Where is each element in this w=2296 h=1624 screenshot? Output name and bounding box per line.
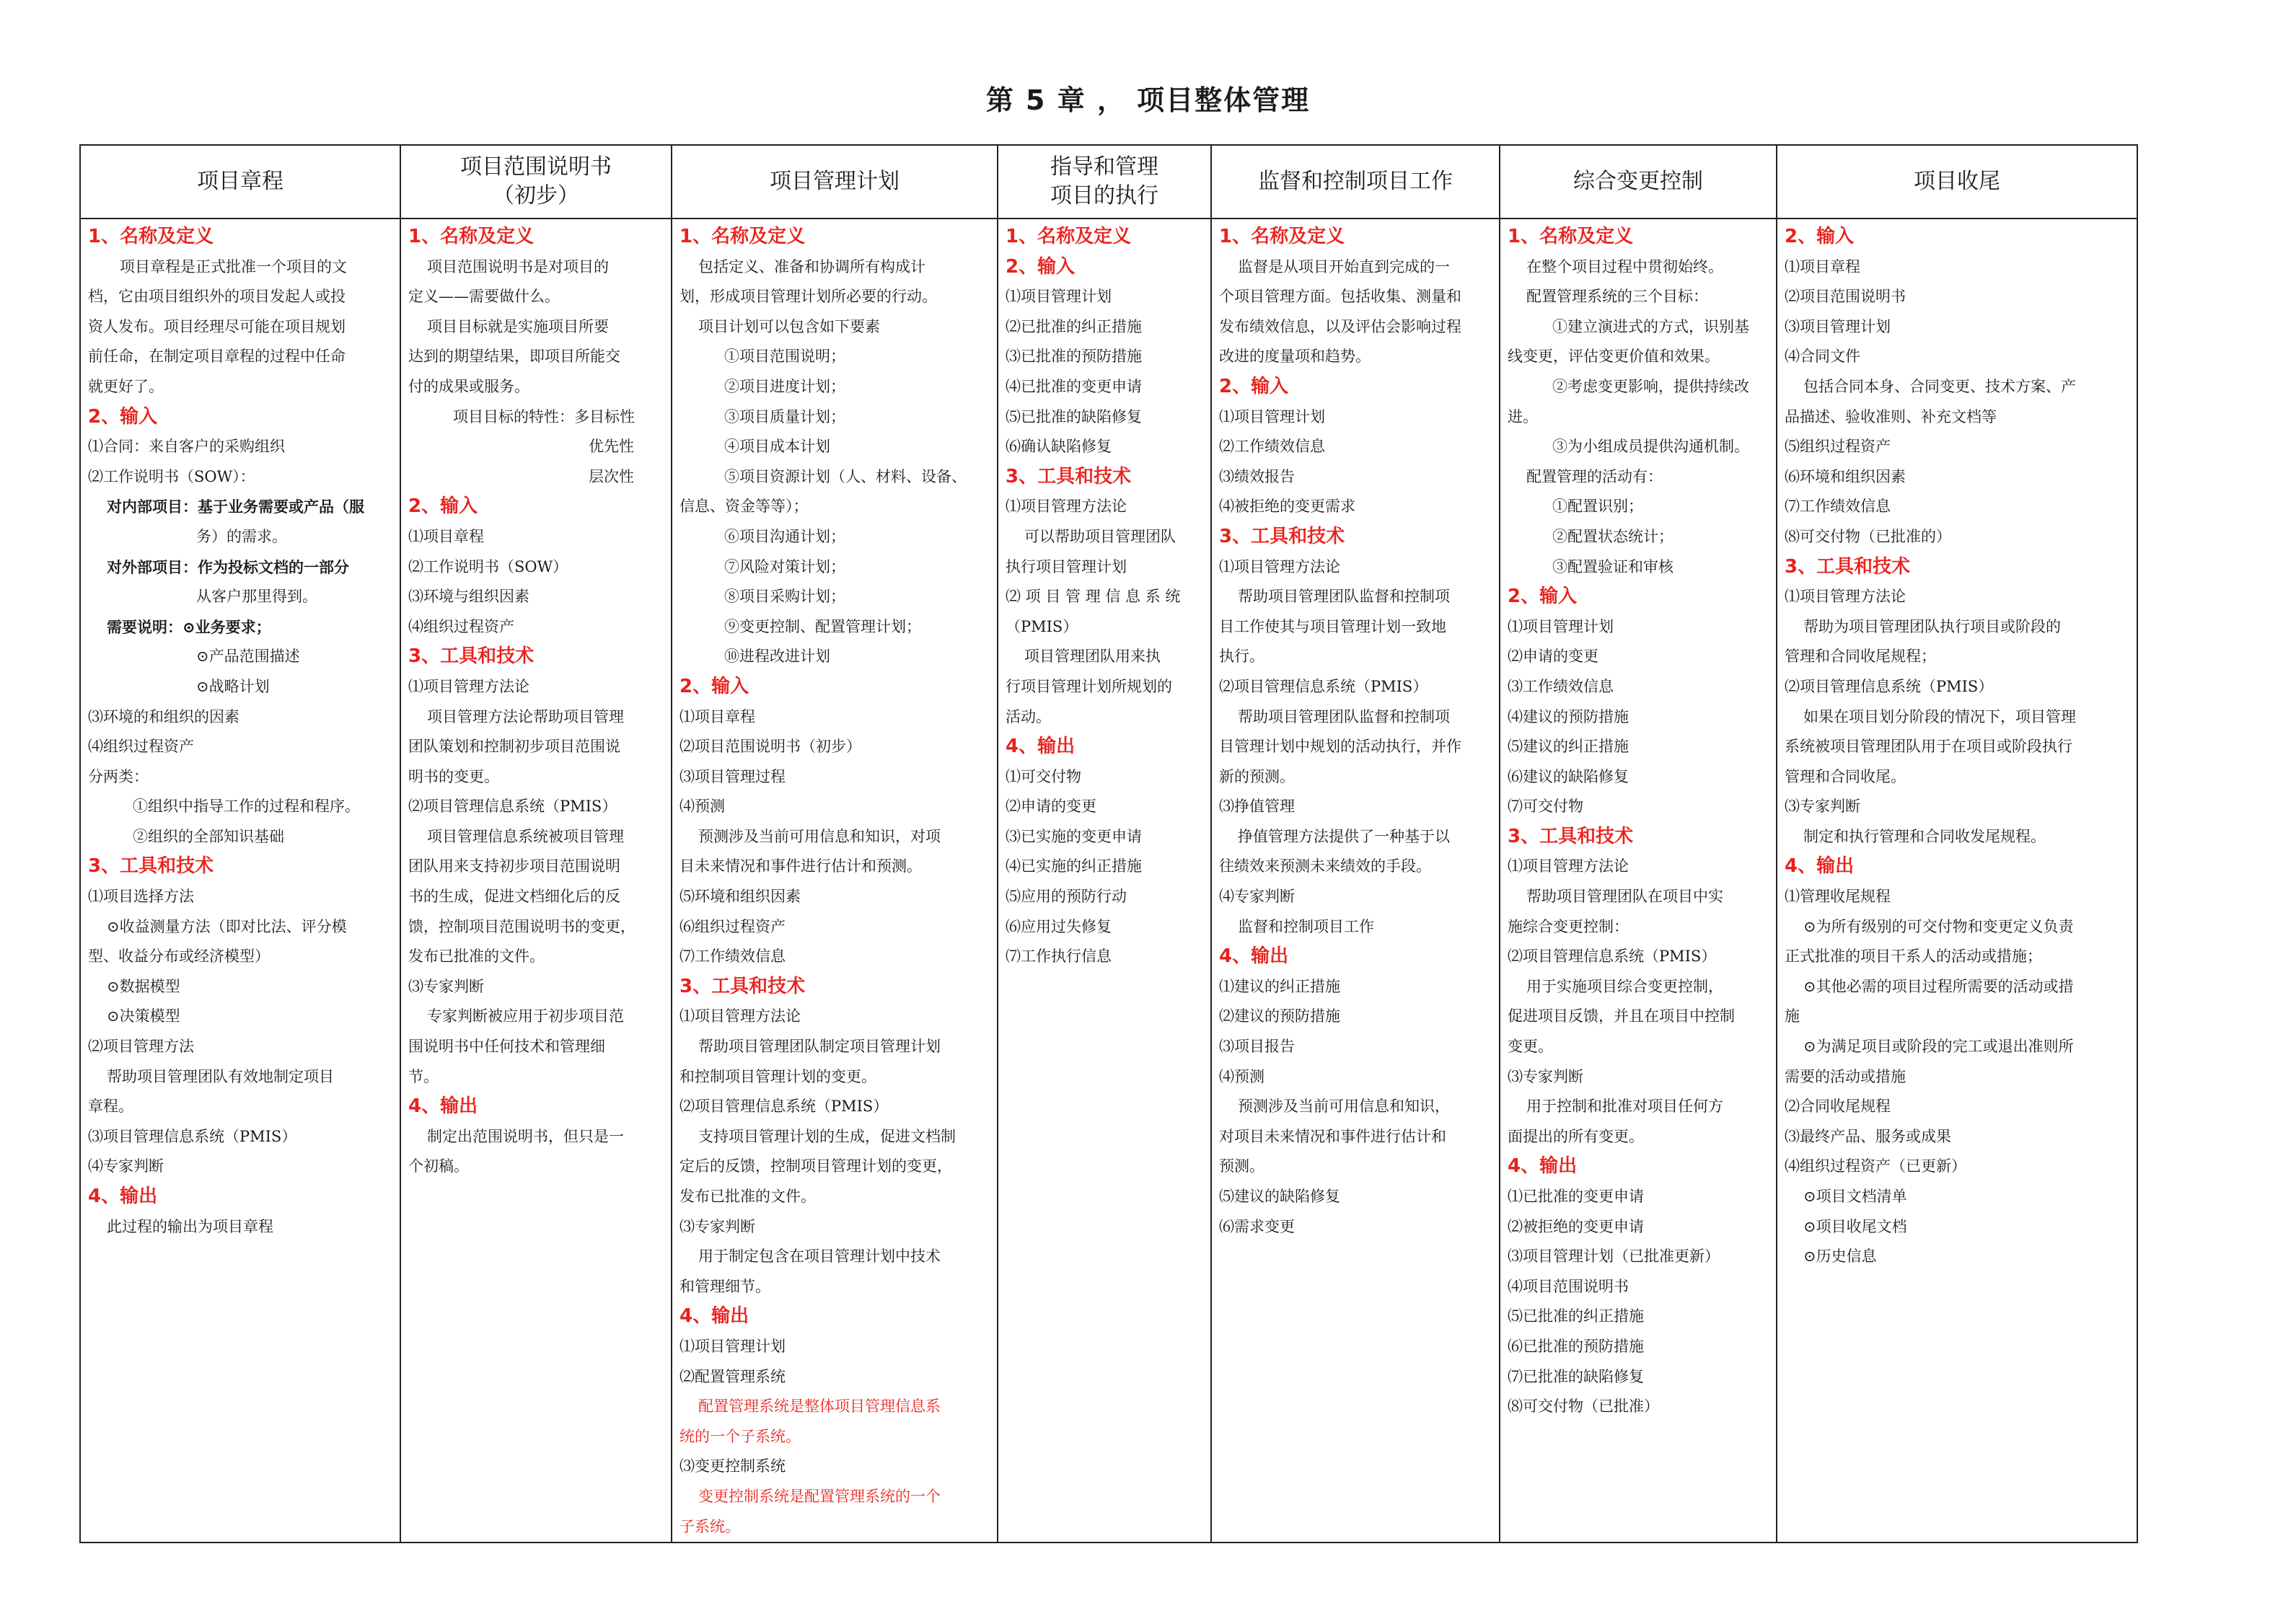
- content-line: ⑴项目章程: [1785, 257, 1860, 275]
- content-line: 施: [1785, 1007, 1800, 1025]
- content-line: ⊙项目文档清单: [1803, 1188, 1907, 1205]
- content-line: ⊙项目收尾文档: [1803, 1217, 1907, 1235]
- content-line: 预测。: [1219, 1157, 1264, 1175]
- content-line: ⑺工作绩效信息: [1785, 498, 1891, 516]
- content-line: 书的生成，促进文档细化后的反: [408, 888, 620, 906]
- content-line: ⊙其他必需的项目过程所需要的活动或措: [1803, 977, 2074, 995]
- column-content: [1777, 219, 2137, 1543]
- content-line: ⑶绩效报告: [1219, 467, 1295, 485]
- content-line: 正式批准的项目干系人的活动或措施；: [1785, 948, 2042, 966]
- content-line: 目未来情况和事件进行估计和预测。: [679, 857, 922, 875]
- content-line: 执行。: [1219, 648, 1264, 666]
- content-line: ⑴项目章程: [679, 707, 755, 725]
- section-heading: 4、输出: [408, 1095, 478, 1118]
- content-line: ⑸环境和组织因素: [679, 888, 801, 906]
- section-heading: 4、输出: [1785, 855, 1855, 878]
- content-line: 如果在项目划分阶段的情况下，项目管理: [1803, 707, 2076, 725]
- content-line: 监督和控制项目工作: [1238, 917, 1374, 935]
- content-line: 项目章程是正式批准一个项目的文: [120, 257, 347, 275]
- content-line: ⑴项目管理计划: [679, 1337, 786, 1355]
- content-line: 制定和执行管理和合同收发尾规程。: [1803, 827, 2046, 845]
- content-line: ⑤项目资源计划（人、材料、设备、: [724, 467, 967, 485]
- content-line: ⑦风险对策计划；: [724, 557, 845, 575]
- content-line: ⑵配置管理系统: [679, 1367, 786, 1385]
- content-line: 监督是从项目开始直到完成的一: [1238, 257, 1450, 275]
- content-line: 促进项目反馈，并且在项目中控制: [1508, 1007, 1735, 1025]
- content-line: 品描述、验收准则、补充文档等: [1785, 407, 1997, 425]
- content-line: ⑶环境的和组织的因素: [88, 707, 239, 725]
- content-line: ⑨变更控制、配置管理计划；: [724, 617, 921, 635]
- content-line: ⑵项目管理信息系统（PMIS）: [1508, 948, 1717, 966]
- content-line: 信息、资金等等）；: [679, 498, 809, 516]
- content-line: 变更。: [1508, 1038, 1553, 1056]
- content-line: ③配置验证和审核: [1552, 557, 1673, 575]
- content-line: ⊙收益测量方法（即对比法、评分模: [107, 917, 347, 935]
- content-line: 项目计划可以包含如下要素: [698, 317, 880, 335]
- content-line: ⑧项目采购计划；: [724, 588, 845, 606]
- content-line: 目工作使其与项目管理计划一致地: [1219, 617, 1446, 635]
- content-line: ⑻可交付物（已批准的）: [1785, 527, 1951, 545]
- column-header: [672, 145, 998, 219]
- content-line: 帮助项目管理团队在项目中实: [1526, 888, 1723, 906]
- content-line: 包括合同本身、合同变更、技术方案、产: [1803, 377, 2076, 395]
- content-line: ⑵项目范围说明书: [1785, 288, 1906, 306]
- content-line: 前任命，在制定项目章程的过程中任命: [88, 348, 346, 366]
- content-line: 发布已批准的文件。: [408, 948, 545, 966]
- column-header-text: 监督和控制项目工作: [1258, 169, 1453, 194]
- content-line: ⑴可交付物: [1006, 767, 1081, 785]
- content-line: ⑵项目管理方法: [88, 1038, 194, 1056]
- content-line: 线变更，评估变更价值和效果。: [1508, 348, 1720, 366]
- content-line: 围说明书中任何技术和管理细: [408, 1038, 605, 1056]
- section-heading: 1、名称及定义: [1006, 226, 1132, 247]
- content-line: 发布已批准的文件。: [679, 1188, 816, 1205]
- content-line: ⊙为所有级别的可交付物和变更定义负责: [1803, 917, 2074, 935]
- content-line: ⑴项目管理方法论: [408, 677, 529, 695]
- content-line: ⑩进程改进计划: [724, 648, 830, 666]
- content-line: ⑷组织过程资产（已更新）: [1785, 1157, 1966, 1175]
- content-line: 帮助项目管理团队监督和控制项: [1238, 707, 1450, 725]
- section-heading: 3、工具和技术: [408, 645, 535, 668]
- content-line: 管理和合同收尾规程；: [1785, 648, 1936, 666]
- section-heading: 4、输出: [1219, 945, 1289, 968]
- page-title: 第 5 章 ， 项目整体管理: [985, 84, 1311, 116]
- content-line: ③为小组成员提供沟通机制。: [1552, 438, 1749, 456]
- content-line: 和管理细节。: [679, 1277, 770, 1295]
- content-line: ⑸已批准的纠正措施: [1508, 1307, 1644, 1325]
- column-header: [400, 145, 672, 219]
- column-content: [1211, 219, 1500, 1543]
- section-heading: 2、输入: [679, 675, 749, 697]
- content-line: ⑴项目管理方法论: [679, 1007, 801, 1025]
- content-line: ⑴合同：来自客户的采购组织: [88, 438, 285, 456]
- column-header-text: 指导和管理: [1050, 154, 1158, 180]
- content-line: 分两类：: [88, 767, 149, 785]
- content-line: ⑷预测: [679, 798, 725, 816]
- content-line: ⑵项目范围说明书（初步）: [679, 738, 861, 756]
- content-line: 用于实施项目综合变更控制，: [1526, 977, 1723, 995]
- content-line: 帮助项目管理团队有效地制定项目: [107, 1067, 334, 1085]
- content-line: 此过程的输出为项目章程: [107, 1217, 273, 1235]
- content-line: ⊙历史信息: [1803, 1248, 1877, 1266]
- content-line: ①配置识别；: [1552, 498, 1643, 516]
- content-line: ⑷合同文件: [1785, 348, 1860, 366]
- content-line: ⑴项目管理计划: [1219, 407, 1325, 425]
- content-line: ⑸应用的预防行动: [1006, 888, 1127, 906]
- section-heading: 3、工具和技术: [1219, 525, 1345, 547]
- content-line: ⑴项目选择方法: [88, 888, 194, 906]
- content-line: 制定出范围说明书，但只是一: [427, 1127, 624, 1145]
- content-line: 用于控制和批准对项目任何方: [1526, 1098, 1723, 1116]
- column-header-text: 项目管理计划: [770, 169, 900, 194]
- content-line: ⑹建议的缺陷修复: [1508, 767, 1629, 785]
- content-line: ⑴管理收尾规程: [1785, 888, 1891, 906]
- content-line: ⑸建议的纠正措施: [1508, 738, 1629, 756]
- content-line: （PMIS）: [1006, 617, 1078, 635]
- content-line: ⑶变更控制系统: [679, 1457, 786, 1475]
- content-line: ⑵工作绩效信息: [1219, 438, 1325, 456]
- content-line: ⑴项目管理方法论: [1785, 588, 1906, 606]
- content-line: 施综合变更控制：: [1508, 917, 1629, 935]
- content-line: ②配置状态统计；: [1552, 527, 1673, 545]
- content-line: 挣值管理方法提供了一种基于以: [1238, 827, 1450, 845]
- content-line: 务）的需求。: [196, 527, 287, 545]
- content-line: ⑵工作说明书（SOW）: [408, 557, 568, 575]
- content-line: ⑶已批准的预防措施: [1006, 348, 1142, 366]
- content-line: ⑴项目管理方法论: [1219, 557, 1340, 575]
- content-line: 预测涉及当前可用信息和知识，对项: [698, 827, 941, 845]
- content-line: 达到的期望结果，即项目所能交: [408, 348, 620, 366]
- section-heading: 1、名称及定义: [88, 226, 214, 247]
- content-line: ⑹确认缺陷修复: [1006, 438, 1112, 456]
- section-heading: 2、输入: [88, 405, 158, 428]
- content-line: ⑹组织过程资产: [679, 917, 786, 935]
- content-line: 管理和合同收尾。: [1785, 767, 1906, 785]
- column-header-text: 项目收尾: [1914, 169, 2000, 194]
- content-line: 项目范围说明书是对项目的: [427, 257, 609, 275]
- content-line: 可以帮助项目管理团队: [1024, 527, 1176, 545]
- section-heading: 3、工具和技术: [1006, 465, 1132, 487]
- content-line: ①建立演进式的方式，识别基: [1552, 317, 1749, 335]
- column-content: [80, 219, 400, 1543]
- process-table: [79, 144, 2138, 1543]
- content-line: 配置管理系统是整体项目管理信息系: [698, 1398, 941, 1416]
- content-line: ⑷项目范围说明书: [1508, 1277, 1629, 1295]
- content-line: ②组织的全部知识基础: [133, 827, 284, 845]
- content-line: ⑴已批准的变更申请: [1508, 1188, 1644, 1205]
- content-line: 系统被项目管理团队用于在项目或阶段执行: [1785, 738, 2072, 756]
- content-line: 定后的反馈，控制项目管理计划的变更，: [679, 1157, 952, 1175]
- content-line: 包括定义、准备和协调所有构成计: [698, 257, 925, 275]
- content-line: ⑴项目管理方法论: [1006, 498, 1127, 516]
- content-line: 新的预测。: [1219, 767, 1295, 785]
- content-line: ⑶专家判断: [1785, 798, 1860, 816]
- content-line: ⑶挣值管理: [1219, 798, 1295, 816]
- content-line: 个初稿。: [408, 1157, 469, 1175]
- content-line: ⑷建议的预防措施: [1508, 707, 1629, 725]
- content-line: 对项目未来情况和事件进行估计和: [1219, 1127, 1446, 1145]
- column-content: [672, 219, 998, 1543]
- content-line: ③项目质量计划；: [724, 407, 845, 425]
- content-line: 层次性: [589, 467, 634, 485]
- content-line: 和控制项目管理计划的变更。: [679, 1067, 876, 1085]
- column-header: [80, 145, 400, 219]
- content-line: 预测涉及当前可用信息和知识，: [1238, 1098, 1450, 1116]
- content-line: ⑶专家判断: [408, 977, 484, 995]
- section-heading: 4、输出: [679, 1305, 749, 1328]
- content-line: ②考虑变更影响，提供持续改: [1552, 377, 1749, 395]
- content-line: ⑵项目管理信息系统（PMIS）: [1785, 677, 1994, 695]
- content-line: 项目管理方法论帮助项目管理: [427, 707, 624, 725]
- content-line: 面提出的所有变更。: [1508, 1127, 1644, 1145]
- content-line: ⑴建议的纠正措施: [1219, 977, 1340, 995]
- content-line: ⑶项目管理计划（已批准更新）: [1508, 1248, 1720, 1266]
- content-row: [80, 219, 2137, 1543]
- content-line: ⑸建议的缺陷修复: [1219, 1188, 1340, 1205]
- content-line: ⑹环境和组织因素: [1785, 467, 1906, 485]
- content-line: 对内部项目：基于业务需要或产品（服: [107, 498, 364, 516]
- section-heading: 3、工具和技术: [679, 975, 806, 997]
- content-line: 帮助项目管理团队制定项目管理计划: [698, 1038, 941, 1056]
- column-header: [998, 145, 1211, 219]
- content-line: ⑶最终产品、服务或成果: [1785, 1127, 1951, 1145]
- content-line: 节。: [408, 1067, 439, 1085]
- content-line: ⑷组织过程资产: [88, 738, 194, 756]
- content-line: ⑷专家判断: [88, 1157, 164, 1175]
- content-line: 明书的变更。: [408, 767, 499, 785]
- content-line: ⑵建议的预防措施: [1219, 1007, 1340, 1025]
- content-line: ⑶项目管理信息系统（PMIS）: [88, 1127, 297, 1145]
- content-line: 配置管理系统的三个目标：: [1526, 288, 1708, 306]
- header-row: [80, 145, 2137, 219]
- content-line: ⑷已批准的变更申请: [1006, 377, 1142, 395]
- content-line: 定义——需要做什么。: [408, 288, 560, 306]
- content-line: ⑵申请的变更: [1006, 798, 1096, 816]
- content-line: ⊙为满足项目或阶段的完工或退出准则所: [1803, 1038, 2074, 1056]
- content-line: ⑵工作说明书（SOW）：: [88, 467, 255, 485]
- column-header: [1211, 145, 1500, 219]
- section-heading: 4、输出: [88, 1186, 158, 1207]
- column-header-text: （初步）: [493, 183, 579, 208]
- column-header-text: 项目章程: [197, 169, 283, 194]
- section-heading: 1、名称及定义: [408, 226, 535, 247]
- section-heading: 3、工具和技术: [1785, 555, 1911, 578]
- content-line: 团队用来支持初步项目范围说明: [408, 857, 620, 875]
- content-line: ⑴项目管理方法论: [1508, 857, 1629, 875]
- content-line: 型、收益分布或经济模型）: [88, 948, 270, 966]
- section-heading: 3、工具和技术: [1508, 825, 1634, 847]
- content-line: ⑷已实施的纠正措施: [1006, 857, 1142, 875]
- content-line: ⑵被拒绝的变更申请: [1508, 1217, 1644, 1235]
- content-line: ⑷被拒绝的变更需求: [1219, 498, 1355, 516]
- content-line: ⑴项目章程: [408, 527, 484, 545]
- content-line: 需要的活动或措施: [1785, 1067, 1906, 1085]
- column-header: [1777, 145, 2137, 219]
- content-line: 目管理计划中规划的活动执行，并作: [1219, 738, 1461, 756]
- content-line: 优先性: [589, 438, 634, 456]
- content-line: 执行项目管理计划: [1006, 557, 1127, 575]
- content-line: 项目管理信息系统被项目管理: [427, 827, 624, 845]
- content-line: ⑴项目管理计划: [1508, 617, 1614, 635]
- content-line: 专家判断被应用于初步项目范: [427, 1007, 624, 1025]
- content-line: 进。: [1508, 407, 1538, 425]
- content-line: 发布绩效信息，以及评估会影响过程: [1219, 317, 1461, 335]
- content-line: ⑵项目管理信息系统（PMIS）: [408, 798, 617, 816]
- section-heading: 1、名称及定义: [679, 226, 806, 247]
- content-line: ⑺工作执行信息: [1006, 948, 1112, 966]
- content-line: 帮助为项目管理团队执行项目或阶段的: [1803, 617, 2061, 635]
- content-line: ⑷组织过程资产: [408, 617, 514, 635]
- content-line: ⑹已批准的预防措施: [1508, 1337, 1644, 1355]
- content-line: ⑵合同收尾规程: [1785, 1098, 1891, 1116]
- column-content: [998, 219, 1211, 1543]
- content-line: 子系统。: [679, 1517, 740, 1535]
- section-heading: 4、输出: [1006, 736, 1076, 758]
- section-heading: 1、名称及定义: [1219, 226, 1345, 247]
- section-heading: 3、工具和技术: [88, 855, 214, 878]
- content-line: ①项目范围说明；: [724, 348, 845, 366]
- content-line: ⑶项目报告: [1219, 1038, 1295, 1056]
- content-line: 资人发布。项目经理尽可能在项目规划: [88, 317, 346, 335]
- content-line: 活动。: [1006, 707, 1051, 725]
- content-line: ⑶工作绩效信息: [1508, 677, 1614, 695]
- content-line: ⊙产品范围描述: [196, 648, 300, 666]
- content-line: ⊙数据模型: [107, 977, 180, 995]
- section-heading: 2、输入: [1785, 226, 1855, 247]
- content-line: 划，形成项目管理计划所必要的行动。: [679, 288, 937, 306]
- content-line: 项目管理团队用来执: [1024, 648, 1161, 666]
- column-header-text: 综合变更控制: [1573, 169, 1703, 194]
- content-line: ⑹应用过失修复: [1006, 917, 1112, 935]
- content-line: ⑴项目管理计划: [1006, 288, 1112, 306]
- content-line: ①组织中指导工作的过程和程序。: [133, 798, 360, 816]
- content-line: 往绩效来预测未来绩效的手段。: [1219, 857, 1431, 875]
- section-heading: 2、输入: [1006, 255, 1076, 278]
- content-line: ⑵ 项 目 管 理 信 息 系 统: [1006, 588, 1181, 606]
- content-line: ⊙战略计划: [196, 677, 270, 695]
- content-line: ⑺可交付物: [1508, 798, 1583, 816]
- content-line: 项目目标就是实施项目所要: [427, 317, 609, 335]
- content-line: 就更好了。: [88, 377, 164, 395]
- content-line: 个项目管理方面。包括收集、测量和: [1219, 288, 1461, 306]
- content-line: ⑶专家判断: [679, 1217, 755, 1235]
- content-line: ⑸已批准的缺陷修复: [1006, 407, 1142, 425]
- content-line: ⑷预测: [1219, 1067, 1264, 1085]
- section-heading: 2、输入: [1508, 586, 1578, 608]
- content-line: ⑻可交付物（已批准）: [1508, 1398, 1659, 1416]
- content-line: ⑵已批准的纠正措施: [1006, 317, 1142, 335]
- content-line: ⑺已批准的缺陷修复: [1508, 1367, 1644, 1385]
- section-heading: 2、输入: [1219, 375, 1289, 397]
- content-line: 馈，控制项目范围说明书的变更，: [408, 917, 635, 935]
- content-line: ⑵申请的变更: [1508, 648, 1598, 666]
- content-line: ⑶已实施的变更申请: [1006, 827, 1142, 845]
- column-header: [1500, 145, 1777, 219]
- content-line: 变更控制系统是配置管理系统的一个: [698, 1487, 941, 1505]
- content-line: 帮助项目管理团队监督和控制项: [1238, 588, 1450, 606]
- content-line: ⑺工作绩效信息: [679, 948, 786, 966]
- content-line: ⊙决策模型: [107, 1007, 180, 1025]
- content-line: ⑶环境与组织因素: [408, 588, 529, 606]
- section-heading: 4、输出: [1508, 1155, 1578, 1178]
- section-heading: 1、名称及定义: [1508, 226, 1634, 247]
- content-line: 改进的度量项和趋势。: [1219, 348, 1371, 366]
- content-line: ⑵项目管理信息系统（PMIS）: [1219, 677, 1428, 695]
- content-line: 团队策划和控制初步项目范围说: [408, 738, 620, 756]
- content-line: 统的一个子系统。: [679, 1427, 801, 1445]
- content-line: 配置管理的活动有：: [1526, 467, 1663, 485]
- content-line: 在整个项目过程中贯彻始终。: [1526, 257, 1723, 275]
- content-line: 需要说明：⊙业务要求；: [107, 617, 271, 636]
- content-line: ⑵项目管理信息系统（PMIS）: [679, 1098, 889, 1116]
- content-line: ④项目成本计划: [724, 438, 830, 456]
- content-line: 支持项目管理计划的生成，促进文档制: [698, 1127, 956, 1145]
- content-line: 项目目标的特性：多目标性: [453, 407, 635, 425]
- content-line: ⑶专家判断: [1508, 1067, 1583, 1085]
- section-heading: 2、输入: [408, 495, 478, 518]
- content-line: ⑶项目管理计划: [1785, 317, 1891, 335]
- content-line: ⑥项目沟通计划；: [724, 527, 845, 545]
- column-content: [1500, 219, 1777, 1543]
- content-line: 行项目管理计划所规划的: [1006, 677, 1172, 695]
- content-line: 从客户那里得到。: [196, 588, 317, 606]
- content-line: 对外部项目：作为投标文档的一部分: [107, 557, 349, 576]
- content-line: ②项目进度计划；: [724, 377, 845, 395]
- content-line: 用于制定包含在项目管理计划中技术: [698, 1248, 941, 1266]
- content-line: 付的成果或服务。: [408, 377, 529, 395]
- content-line: ⑸组织过程资产: [1785, 438, 1891, 456]
- content-line: 章程。: [88, 1098, 133, 1116]
- content-line: ⑶项目管理过程: [679, 767, 786, 785]
- content-line: ⑹需求变更: [1219, 1217, 1295, 1235]
- column-header-text: 项目范围说明书: [460, 154, 612, 180]
- content-line: 档，它由项目组织外的项目发起人或投: [88, 288, 346, 306]
- column-content: [400, 219, 672, 1543]
- column-header-text: 项目的执行: [1050, 183, 1158, 208]
- content-line: ⑷专家判断: [1219, 888, 1295, 906]
